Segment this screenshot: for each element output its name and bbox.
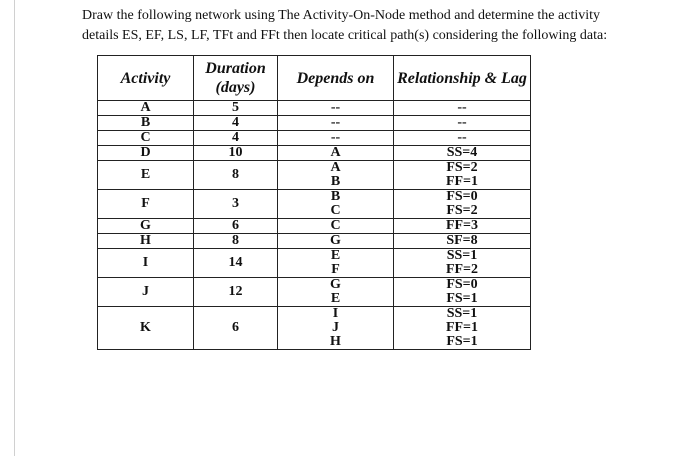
cell-activity: B: [98, 116, 194, 131]
cell-activity: G: [98, 219, 194, 234]
cell-duration: 4: [194, 131, 278, 146]
cell-duration: 14: [194, 249, 278, 278]
table-body: [98, 101, 531, 350]
predecessor-entry: F: [331, 262, 340, 277]
table-row: [98, 101, 531, 116]
cell-activity: C: [98, 131, 194, 146]
cell-relationship-lag: [394, 190, 531, 219]
cell-relationship-lag: [394, 131, 531, 146]
header-duration-line-2: (days): [215, 79, 256, 96]
table-row: [98, 161, 531, 190]
question-prompt: [82, 6, 642, 46]
cell-relationship-lag: [394, 249, 531, 278]
predecessor-entry: A: [330, 145, 341, 160]
relationship-entry: SS=1: [446, 248, 478, 263]
table-row: [98, 219, 531, 234]
cell-activity: F: [98, 190, 194, 219]
table-row: [98, 307, 531, 350]
cell-depends-on: [278, 219, 394, 234]
relationship-entry: FF=1: [445, 174, 479, 189]
cell-depends-on: [278, 249, 394, 278]
cell-duration: 10: [194, 146, 278, 161]
cell-activity: K: [98, 307, 194, 350]
table-header-row: [98, 56, 531, 101]
predecessor-entry: C: [330, 218, 341, 233]
prompt-line-2: details ES, EF, LS, LF, TFt and FFt then locate critical path(s) considering the following data:: [82, 28, 608, 43]
cell-duration: 8: [194, 161, 278, 190]
table-row: [98, 146, 531, 161]
header-activity: Activity: [98, 56, 194, 101]
cell-depends-on: [278, 116, 394, 131]
table-row: [98, 249, 531, 278]
predecessor-entry: --: [330, 100, 341, 115]
table-row: [98, 190, 531, 219]
cell-duration: 8: [194, 234, 278, 249]
cell-relationship-lag: [394, 101, 531, 116]
relationship-entry: FF=2: [445, 262, 479, 277]
cell-depends-on: [278, 146, 394, 161]
table-row: [98, 234, 531, 249]
header-relationship-lag: Relationship & Lag: [394, 56, 531, 101]
cell-duration: 12: [194, 278, 278, 307]
relationship-entry: FS=0: [446, 277, 478, 292]
cell-relationship-lag: [394, 234, 531, 249]
cell-activity: I: [98, 249, 194, 278]
predecessor-entry: E: [330, 248, 341, 263]
relationship-entry: FS=2: [446, 160, 478, 175]
header-duration-line-1: Duration: [205, 60, 266, 77]
relationship-entry: FS=1: [446, 291, 478, 306]
cell-relationship-lag: [394, 116, 531, 131]
cell-relationship-lag: [394, 146, 531, 161]
predecessor-entry: G: [330, 233, 341, 248]
cell-relationship-lag: [394, 219, 531, 234]
cell-activity: A: [98, 101, 194, 116]
predecessor-entry: --: [330, 115, 341, 130]
table-row: [98, 116, 531, 131]
header-duration: [194, 56, 278, 101]
predecessor-entry: B: [330, 189, 341, 204]
cell-duration: 6: [194, 307, 278, 350]
cell-depends-on: [278, 101, 394, 116]
cell-duration: 5: [194, 101, 278, 116]
relationship-entry: --: [457, 100, 467, 115]
relationship-entry: FS=0: [446, 189, 478, 204]
cell-activity: H: [98, 234, 194, 249]
cell-depends-on: [278, 278, 394, 307]
predecessor-entry: J: [332, 320, 339, 335]
predecessor-entry: G: [330, 277, 341, 292]
cell-relationship-lag: [394, 161, 531, 190]
cell-activity: D: [98, 146, 194, 161]
table-row: [98, 131, 531, 146]
header-depends-on: Depends on: [278, 56, 394, 101]
cell-activity: E: [98, 161, 194, 190]
cell-depends-on: [278, 131, 394, 146]
predecessor-entry: E: [330, 291, 341, 306]
predecessor-entry: C: [330, 203, 341, 218]
relationship-entry: --: [457, 130, 467, 145]
cell-depends-on: [278, 234, 394, 249]
page-edge-line: [14, 0, 15, 456]
cell-activity: J: [98, 278, 194, 307]
relationship-entry: SS=1: [446, 306, 478, 321]
relationship-entry: SF=8: [446, 233, 478, 248]
relationship-entry: FS=1: [446, 334, 478, 349]
cell-relationship-lag: [394, 307, 531, 350]
cell-depends-on: [278, 190, 394, 219]
cell-duration: 6: [194, 219, 278, 234]
cell-depends-on: [278, 307, 394, 350]
cell-duration: 3: [194, 190, 278, 219]
cell-duration: 4: [194, 116, 278, 131]
predecessor-entry: --: [330, 130, 341, 145]
relationship-entry: FF=1: [445, 320, 479, 335]
relationship-entry: --: [457, 115, 467, 130]
prompt-line-1: Draw the following network using The Activity-On-Node method and determine the activity: [82, 8, 601, 23]
predecessor-entry: I: [332, 306, 339, 321]
predecessor-entry: A: [330, 160, 341, 175]
activity-data-table: [97, 55, 531, 350]
cell-depends-on: [278, 161, 394, 190]
cell-relationship-lag: [394, 278, 531, 307]
predecessor-entry: H: [330, 334, 341, 349]
relationship-entry: SS=4: [446, 145, 478, 160]
relationship-entry: FS=2: [446, 203, 478, 218]
predecessor-entry: B: [330, 174, 341, 189]
table-row: [98, 278, 531, 307]
relationship-entry: FF=3: [445, 218, 479, 233]
